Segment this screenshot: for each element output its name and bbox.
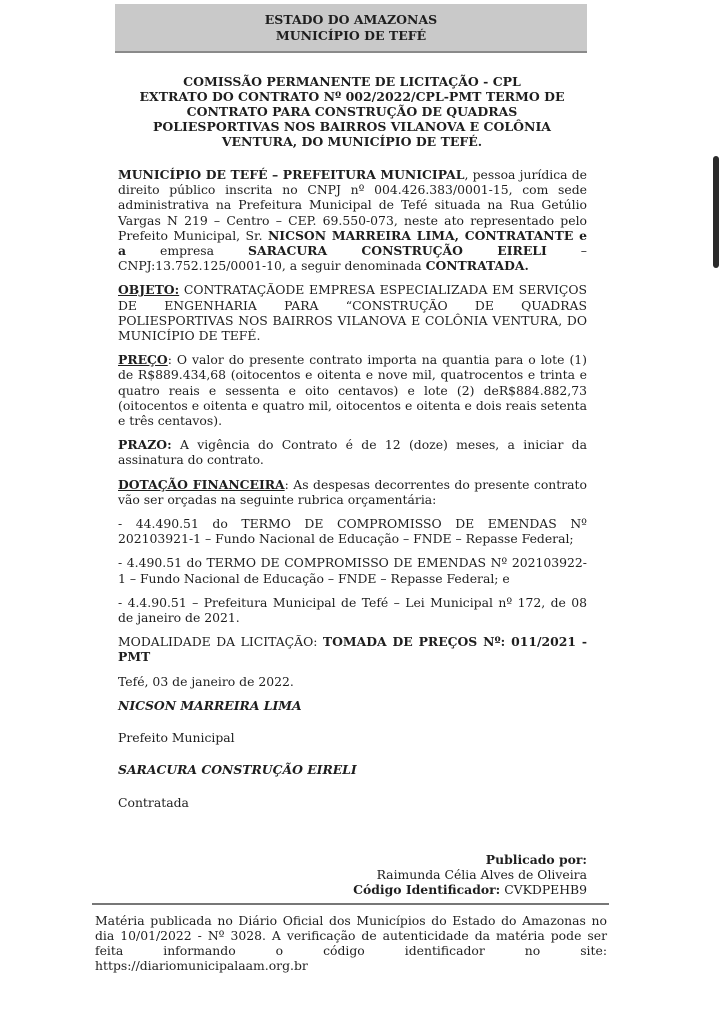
modalidade-paragraph: MODALIDADE DA LICITAÇÃO: TOMADA DE PREÇOS Nº: 011/2021 - PMT [118,634,587,665]
party-municipality: MUNICÍPIO DE TEFÉ – PREFEITURA MUNICIPAL [118,167,465,182]
company-name-inline: SARACURA CONSTRUÇÃO EIRELI [248,243,547,259]
prazo-label: PRAZO: [118,437,172,453]
company-role: Contratada [118,794,189,810]
identifier-code: CVKDPEHB9 [504,882,587,897]
publisher-name: Raimunda Célia Alves de Oliveira [376,867,587,882]
contract-body [118,167,587,819]
mayor-role: Prefeito Municipal [118,730,235,746]
company-signature-name: SARACURA CONSTRUÇÃO EIRELI [118,762,357,778]
title-line-3: CONTRATO PARA CONSTRUÇÃO DE QUADRAS [186,104,518,119]
objeto-paragraph: OBJETO: CONTRATAÇÃODE EMPRESA ESPECIALIZADA EM SERVIÇOS DE ENGENHARIA PARA “CONSTRUÇÃO DE QUADRAS POLIESPORTIVAS NOS BAIRROS VILANOVA E COLÔNIA VENTURA, DO MUNICÍPIO DE TEFÉ. [118,282,587,344]
objeto-label: OBJETO: [118,282,180,298]
dotacao-paragraph: DOTAÇÃO FINANCEIRA: As despesas decorrentes do presente contrato vão ser orçadas na seguinte rubrica orçamentária: [118,476,587,507]
mayor-name-inline: NICSON MARREIRA LIMA, CONTRATANTE e a [118,227,588,259]
budget-item: - 44.490.51 do TERMO DE COMPROMISSO DE EMENDAS Nº 202103921-1 – Fundo Nacional de Educação – FNDE – Repasse Federal; [118,516,587,547]
identifier-line [300,882,587,897]
dotacao-label: DOTAÇÃO FINANCEIRA [118,476,285,492]
extract-line: EXTRATO DO CONTRATO Nº 002/2022/CPL-PMT TERMO DE [139,89,565,104]
preco-label: PREÇO [118,352,168,368]
publication-info [300,852,587,897]
footer-divider [92,903,609,905]
municipality-name: MUNICÍPIO DE TEFÉ [275,28,427,43]
prazo-paragraph: PRAZO: A vigência do Contrato é de 12 (doze) meses, a iniciar da assinatura do contrato. [118,437,587,468]
commission-line: COMISSÃO PERMANENTE DE LICITAÇÃO - CPL [183,74,521,89]
preco-paragraph: PREÇO: O valor do presente contrato importa na quantia para o lote (1) de R$889.434,68 (oitocentos e oitenta e nove mil, quatrocentos e trinta e quatro reais e sessenta e oito centavos) e lote (2) deR$884.882,73 (oitocentos e oitenta e quatro mil, oitocentos e oitenta e dois reais setenta e três centavos). [118,352,587,429]
contract-title [118,74,586,149]
title-line-4: POLIESPORTIVAS NOS BAIRROS VILANOVA E COLÔNIA [152,119,551,134]
budget-item: - 4.4.90.51 – Prefeitura Municipal de Tefé – Lei Municipal nº 172, de 08 de janeiro de 2021. [118,594,587,626]
modalidade-value: TOMADA DE PREÇOS Nº: 011/2021 - PMT [118,634,587,665]
state-header [115,4,587,53]
mayor-signature-name: NICSON MARREIRA LIMA [118,697,302,713]
state-name: ESTADO DO AMAZONAS [264,12,438,27]
identifier-label: Código Identificador: [353,882,501,897]
budget-item: - 4.490.51 do TERMO DE COMPROMISSO DE EMENDAS Nº 202103922-1 – Fundo Nacional de Educação – FNDE – Repasse Federal; e [118,555,587,586]
document-date: Tefé, 03 de janeiro de 2022. [118,673,294,689]
contracted-label: CONTRATADA. [425,258,529,274]
publication-footer: Matéria publicada no Diário Oficial dos Municípios do Estado do Amazonas no dia 10/01/2022 - Nº 3028. A verificação de autenticidade da matéria pode ser feita informando o código identificador no site: https://diariomunicipalaam.org.br [95,913,607,973]
title-line-5: VENTURA, DO MUNICÍPIO DE TEFÉ. [221,134,483,149]
intro-paragraph: MUNICÍPIO DE TEFÉ – PREFEITURA MUNICIPAL, pessoa jurídica de direito público inscrita no CNPJ nº 004.426.383/0001-15, com sede administrativa na Prefeitura Municipal de Tefé situada na Rua Getúlio Vargas N 219 – Centro – CEP. 69.550-073, neste ato representado pelo Prefeito Municipal, Sr. NICSON MARREIRA LIMA, CONTRATANTE e a empresa SARACURA CONSTRUÇÃO EIRELI – CNPJ:13.752.125/0001-10, a seguir denominada CONTRATADA. [118,167,588,274]
published-by-label: Publicado por: [485,852,587,867]
scroll-indicator[interactable] [713,156,719,268]
